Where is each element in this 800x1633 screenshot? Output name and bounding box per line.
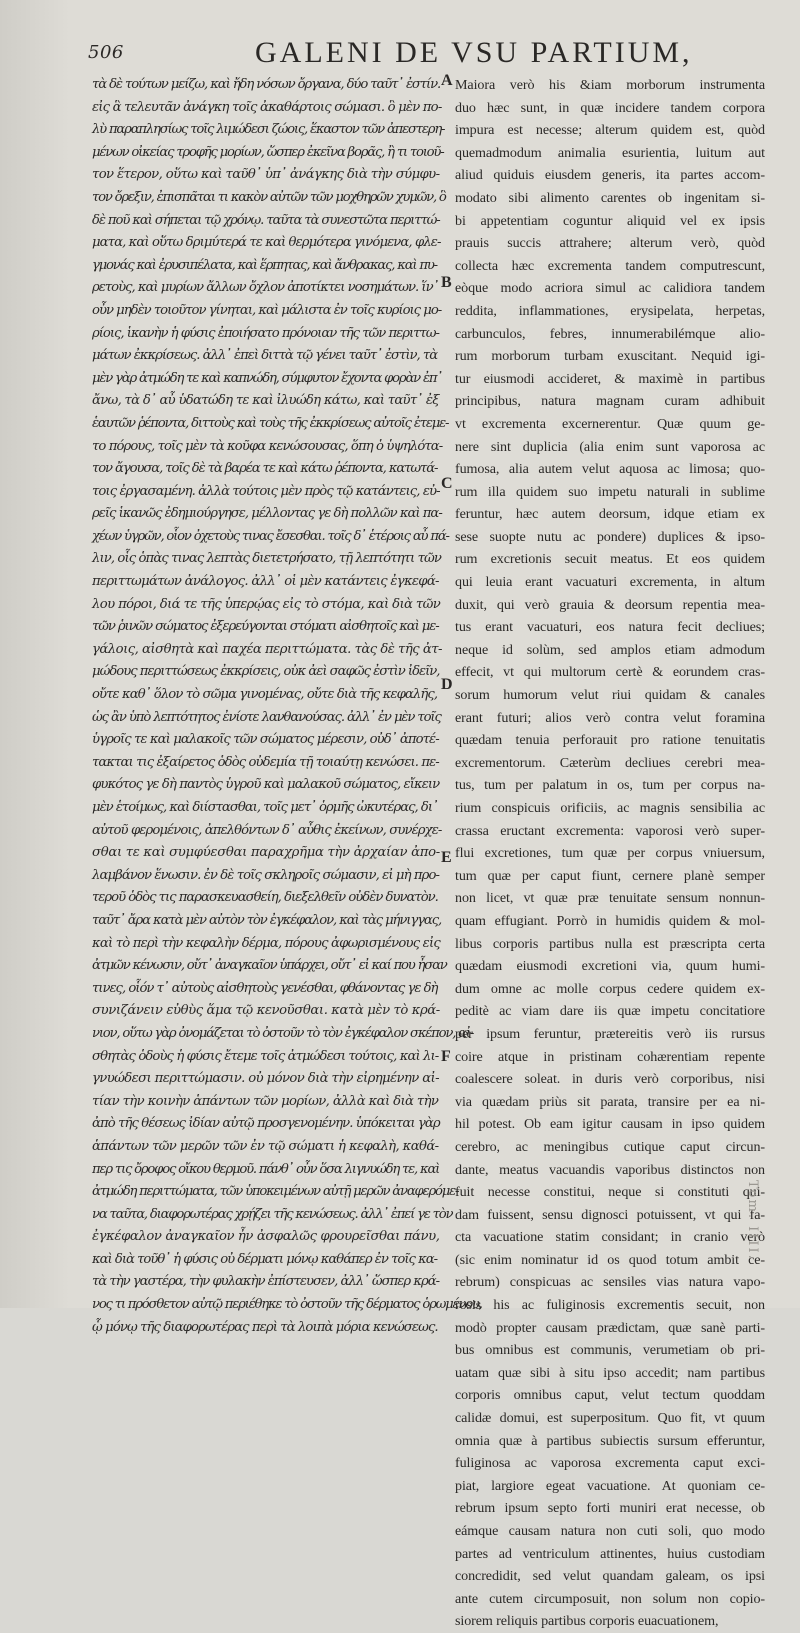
greek-text-line: ἀτμώδη περιττώματα, τῶν ὑποκειμένων αὐτῇ μερῶν ἀναφερόμε- — [92, 1184, 459, 1200]
spine-shadow — [0, 0, 70, 1308]
greek-text-line: μάτων ἐκκρίσεως. ἀλλ᾽ ἐπεὶ διττὰ τῷ γένει ταῦτ᾽ ἐστὶν, τὰ — [92, 348, 438, 364]
latin-text-line: tus, tum per palatum in os, tum per corpus na- — [455, 777, 765, 794]
latin-text-line: rebrum) conspicuas ac sensiles vias natura vapo- — [455, 1274, 765, 1291]
latin-text-line: fuit necesse constitui, neque si constituti qui- — [455, 1184, 765, 1201]
latin-text-line: bus omnibus est communis, verumetiam ob pri- — [455, 1342, 765, 1359]
greek-text-line: ἀπὸ τῆς θέσεως ἰδίαν αὐτῷ προσγενομένην. ὑπόκειται γὰρ — [92, 1116, 440, 1132]
latin-text-line: rosis his ac fuliginosis excrementis secuit, non — [455, 1297, 765, 1314]
greek-text-line: να ταῦτα, διαφορωτέρας χρῄζει τῆς κενώσεως. ἀλλ᾽ ἐπεί γε τὸν — [92, 1206, 453, 1222]
greek-text-line: τον ἄγουσα, τοῖς δὲ τὰ βαρέα τε καὶ κάτω ῥέποντα, κατωτά- — [92, 461, 438, 477]
latin-text-line: (sic enim nominatur id os quod totum ambit ce- — [455, 1251, 765, 1268]
latin-text-line: siorem reliquis partibus corporis euacuationem, — [455, 1613, 719, 1630]
greek-text-line: λου πόροι, διά τε τῆς ὑπερῴας εἰς τὸ στόμα, καὶ διὰ τῶν — [92, 596, 441, 612]
latin-text-line: impura est necesse; alterum quidem est, quòd — [455, 122, 765, 139]
latin-text-line: peditè ac viam dare iis quæ impetu concitatiore — [455, 1003, 765, 1020]
greek-text-line: ρεῖς ἱκανῶς ἐδημιούργησε, μέλλοντας γε δὴ πολλῶν καὶ πα- — [92, 506, 442, 522]
greek-text-line: οὖν μηδὲν τοιοῦτον γίνηται, καὶ μάλιστα ἐν τοῖς κυρίοις μο- — [92, 302, 442, 318]
latin-text-line: fuliginosa ac vaporosa excrementa caput exci- — [455, 1455, 765, 1472]
greek-text-line: γμονάς καὶ ἐρυσιπέλατα, καὶ ἕρπητας, καὶ ἄνθρακας, καὶ πυ- — [92, 257, 437, 273]
greek-text-line: ρετοὺς, καὶ μυρίων ἄλλων ὄχλον ἀποτίκτει νοσημάτων. ἵν᾽ — [92, 280, 439, 296]
greek-text-line: δὲ ποῦ καὶ σήπεται τῷ χρόνῳ. ταῦτα τὰ συνεστῶτα περιττώ- — [92, 212, 440, 228]
latin-text-line: neque id solùm, sed amplos etiam admodum — [455, 641, 765, 658]
greek-text-line: τίαν τὴν κοινὴν ἁπάντων τῶν μορίων, ἀλλὰ καὶ διὰ τὴν — [92, 1093, 439, 1109]
greek-text-column — [92, 74, 482, 1339]
latin-text-line: nere sint duplicia (alia enim sunt vaporosa ac — [455, 438, 765, 455]
page-number: 506 — [88, 42, 124, 63]
latin-text-line: quemadmodum animalia esurientia, luitum aut — [455, 144, 765, 161]
latin-text-line: excrementorum. Cæterùm decliues cerebri mea- — [455, 754, 765, 771]
greek-text-line: ἑαυτῶν ῥέποντα, διττοὺς καὶ τοὺς τῆς ἐκκρίσεως αὐτοῖς ἐτεμε- — [92, 415, 449, 431]
latin-text-line: non licet, vt quæ præ tenuitate sensum nonnun- — [455, 890, 765, 907]
latin-text-line: rum excretionis secuit meatus. Et eos quidem — [455, 551, 765, 568]
latin-text-line: quædam tenuia perforauit pro ratione tenuitatis — [455, 732, 765, 749]
latin-text-line: duo hæc sunt, in quæ incidere tandem corpora — [455, 99, 765, 116]
greek-text-line: φυκότος γε δὴ παντὸς ὑγροῦ καὶ μαλακοῦ σώματος, εἴκειν — [92, 777, 440, 793]
greek-text-line: τὰ τὴν γαστέρα, τὴν φυλακὴν ἐπίστευσεν, ἀλλ᾽ ὥσπερ κρά- — [92, 1274, 440, 1290]
latin-text-line: per ipsum feruntur, prætereitis verò iis rursus — [455, 1025, 765, 1042]
greek-text-line: ἀτμῶν κένωσιν, οὔτ᾽ ἀναγκαῖον ὑπάρχει, οὔτ᾽ εἰ καί που ἦσαν — [92, 958, 447, 974]
latin-text-line: uatam quæ sibi à situ ipso accedit; nam partibus — [455, 1364, 765, 1381]
margin-marker-e: E — [441, 849, 452, 866]
greek-text-line: μὲν ἑτοίμως, καὶ διίστασθαι, τοῖς μετ᾽ ὁρμῆς ὠκυτέρας, δι᾽ — [92, 800, 438, 815]
greek-text-line: περιττωμάτων ἀνάλογος. ἀλλ᾽ οἱ μὲν κατάντεις ἐγκεφά- — [92, 574, 439, 590]
margin-marker-c: C — [441, 475, 453, 492]
latin-text-line: coalescere soleat. in duris verò corporibus, nisi — [455, 1071, 765, 1088]
latin-text-line: vt excrementa excernerentur. Quæ quum ge- — [455, 415, 765, 432]
latin-text-line: rium conspicuis orificiis, ac magnis sensibilia ac — [455, 800, 765, 816]
latin-text-line: sese suopte nutu ac pondere) duplices & ipso- — [455, 528, 765, 545]
latin-text-line: flui excretiones, tum quæ per corpus vniuersum, — [455, 845, 765, 862]
greek-text-line: ὑγροῖς τε καὶ μαλακοῖς τῶν σώματος μέρεσιν, οὐδ᾽ ἀποτέ- — [92, 732, 439, 748]
latin-text-line: via quædam priùs sit parata, transire per ea ni- — [455, 1093, 765, 1110]
latin-text-line: aliud quiduis eiusdem generis, ita partes accom- — [455, 167, 765, 184]
greek-text-line: λιν, οἷς ὁπὰς τινας λεπτὰς διετετρήσατο, τῇ λεπτότητι τῶν — [92, 551, 441, 567]
latin-text-line: piat, largiore egeat vacuatione. At quoniam ce- — [455, 1477, 765, 1494]
greek-text-line: γάλοις, αἰσθητὰ καὶ παχέα περιττώματα. τὰς δὲ τῆς ἀτ- — [92, 641, 442, 657]
latin-text-line: calidæ domui, est superpositum. Quo fit, vt quum — [455, 1410, 765, 1427]
latin-text-line: dum omne ac molle corpus cedere quidem ex- — [455, 980, 765, 997]
margin-marker-d: D — [441, 676, 453, 693]
greek-text-line: σθαι τε καὶ συμφύεσθαι παραχρῆμα τὴν ἀρχαίαν ἀπο- — [92, 845, 440, 861]
latin-text-line: eòque modo acriora simul ac calidiora tandem — [455, 280, 765, 297]
latin-text-line: bi appetentiam coguntur aliquid vel ex ipsis — [455, 212, 765, 229]
latin-text-line: corporis omnibus caput, velut tectum quoddam — [455, 1387, 765, 1404]
greek-text-line: τινες, οἷόν τ᾽ αὐτοὺς αἰσθητοὺς γενέσθαι, φθάνοντας γε δὴ — [92, 980, 438, 996]
latin-text-line: modato sibi alimento carentes ob ingenitam si- — [455, 189, 765, 206]
latin-text-line: collecta hæc excrementa tandem computrescunt, — [455, 257, 765, 274]
latin-text-line: quædam eiusmodi excretioni via, quum humi- — [455, 958, 765, 975]
greek-text-line: λὺ παραπλησίως τοῖς λιμώδεσι ζώοις, ἕκαστον τῶν ἀπεστερη- — [92, 122, 445, 138]
greek-text-line: καὶ διὰ τοῦθ᾽ ἡ φύσις οὐ δέρματι μόνῳ καθάπερ ἐν τοῖς κα- — [92, 1251, 438, 1267]
greek-text-line: χέων ὑγρῶν, οἷον ὀχετοὺς τινας ἔσεσθαι. τοῖς δ᾽ ἑτέροις αὖ πά- — [92, 528, 449, 544]
latin-text-line: rum morborum turbam exuscitant. Nequid igi- — [455, 348, 765, 365]
greek-text-line: οὔτε καθ᾽ ὅλον τὸ σῶμα γινομένας, οὔτε διὰ τῆς κεφαλῆς, — [92, 687, 438, 703]
running-title: GALENI DE VSU PARTIUM, — [255, 36, 693, 69]
latin-text-line: cerebro, ac meningibus cutique caput circun- — [455, 1138, 765, 1155]
latin-text-line: crassa eructant excrementa: vaporosi verò super- — [455, 822, 765, 839]
greek-text-line: εἰς ἃ τελευτᾶν ἀνάγκη τοῖς ἀκαθάρτοις σώμασι. ὃ μὲν πο- — [92, 99, 442, 115]
latin-text-line: eámque causam natura non cuti soli, quo modo — [455, 1523, 765, 1539]
greek-text-line: τον ὄρεξιν, ἐπισπᾶται τι κακὸν αὐτῶν τῶν μοχθηρῶν χυμῶν, ὃ — [92, 189, 446, 205]
latin-text-line: ante cutem circumposuit, non solum non copio- — [455, 1590, 765, 1607]
latin-text-line: duxit, qui verò grauia & deorsum repentia mea- — [455, 596, 765, 613]
greek-text-line: καὶ τὸ περὶ τὴν κεφαλὴν δέρμα, πόρους ἀφωρισμένους εἰς — [92, 935, 440, 951]
greek-text-line: νιον, οὕτω γὰρ ὀνομάζεται τὸ ὀστοῦν τὸ τὸν ἐγκέφαλον σκέπον, αἰ- — [92, 1025, 474, 1041]
latin-text-line: carbunculos, febres, innumerabilémque alio- — [455, 325, 765, 342]
latin-text-line: feruntur, hæc autem deorsum, idque etiam ex — [455, 506, 765, 523]
latin-text-line: rum illa quidem suo impetu naturali in sublime — [455, 483, 765, 500]
latin-text-line: qui leuia erant vacuaturi excrementa, in altum — [455, 574, 765, 591]
latin-text-line: prauis succis attrahere; alterum verò, quòd — [455, 235, 765, 252]
latin-text-line: hil potest. Ob eam igitur causam in ipso quidem — [455, 1116, 765, 1133]
latin-text-line: dante, meatus vacuandis vaporibus distinctos non — [455, 1161, 765, 1178]
greek-text-line: ταῦτ᾽ ἄρα κατὰ μὲν αὐτὸν τὸν ἐγκέφαλον, καὶ τὰς μήνιγγας, — [92, 912, 442, 928]
show-through-text: Tom. IIII. — [745, 1180, 760, 1261]
latin-text-line: quam effugiant. Porrò in humidis quidem & mol- — [455, 912, 765, 929]
greek-text-line: σθητὰς ὁδοὺς ἡ φύσις ἔτεμε τοῖς ἀτμώδεσι τούτοις, καὶ λι- — [92, 1048, 439, 1064]
greek-text-line: τοις ἐργασαμένη. ἀλλὰ τούτοις μὲν πρὸς τῷ κατάντεις, εὐ- — [92, 483, 440, 499]
greek-text-line: τακται τις ἐξαίρετος ὁδὸς οὐδεμία τῇ τοιαύτῃ κενώσει. πε- — [92, 754, 439, 770]
greek-text-line: ὡς ἂν ὑπὸ λεπτότητος ἐνίοτε λανθανούσας. ἀλλ᾽ ἐν μὲν τοῖς — [92, 709, 441, 725]
greek-text-line: μώδους περιττώσεως ἐκκρίσεις, οὐκ ἀεὶ σαφῶς ἐστὶν ἰδεῖν, — [92, 664, 440, 680]
greek-text-line: ματα, καὶ οὕτω δριμύτερά τε καὶ θερμότερα γινόμενα, φλε- — [92, 235, 441, 251]
greek-text-line: ἄνω, τὰ δ᾽ αὖ ὑδατώδη τε καὶ ἰλυώδη κάτω, καὶ ταῦτ᾽ ἐξ — [92, 393, 439, 409]
latin-text-line: coire atque in pristinam cohærentiam repente — [455, 1048, 765, 1065]
greek-text-line: ᾧ μόνῳ τῆς διαφορωτέρας περὶ τὰ λοιπὰ μόρια κενώσεως. — [92, 1319, 438, 1335]
greek-text-line: ἐγκέφαλον ἀναγκαῖον ἦν ἀσφαλῶς φρουρεῖσθαι πάνυ, — [92, 1229, 440, 1245]
greek-text-line: το πόρους, τοῖς μὲν τὰ κοῦφα κενώσουσας, ὅπη ὁ ὑψηλότα- — [92, 438, 443, 454]
greek-text-line: αὐτοῦ φερομένοις, ἀπελθόντων δ᾽ αὖθις ἐκείνων, συνέρχε- — [92, 822, 442, 838]
latin-text-line: reddita, inflammationes, erysipelata, herpetas, — [455, 302, 765, 319]
latin-text-line: modò propter causam prædictam, quæ sanè parti- — [455, 1319, 765, 1336]
latin-text-column — [455, 74, 765, 1633]
margin-marker-a: A — [441, 72, 453, 89]
greek-text-line: τὰ δὲ τούτων μείζω, καὶ ἤδη νόσων ὄργανα, δύο ταῦτ᾽ ἐστίν. — [92, 77, 441, 92]
greek-text-line: ρίοις, ἱκανὴν ἡ φύσις ἐποιήσατο πρόνοιαν τῆς τῶν περιττω- — [92, 325, 439, 341]
greek-text-line: λαμβάνον ἕνωσιν. ἐν δὲ τοῖς σκληροῖς σώμασιν, εἰ μὴ προ- — [92, 867, 440, 883]
margin-marker-b: B — [441, 274, 452, 291]
page-header — [0, 22, 800, 72]
greek-text-line: μένων οἰκείας τροφῆς μορίων, ὥσπερ ἐκεῖνα βορᾶς, ἢ τι τοιοῦ- — [92, 144, 444, 160]
greek-text-line: τεροῦ ὁδὸς τις παρασκευασθείη, διεξελθεῖν οὐδὲν δυνατὸν. — [92, 890, 438, 906]
greek-text-line: περ τις ὄροφος οἴκου θερμοῦ. πάνθ᾽ οὖν ὅσα λιγνυώδη τε, καὶ — [92, 1161, 440, 1177]
latin-text-line: tum quæ per caput fiunt, cernere planè semper — [455, 867, 765, 884]
margin-marker-f: F — [441, 1048, 451, 1065]
latin-text-line: fumosa, alia autem velut aquosa ac limosa; quo- — [455, 461, 765, 478]
latin-text-line: principibus, natura magnam curam adhibuit — [455, 393, 765, 410]
greek-text-line: συνιζάνειν εὐθὺς ἅμα τῷ κενοῦσθαι. κατὰ μὲν τὸ κρά- — [92, 1003, 440, 1019]
latin-text-line: omnia quæ à partibus subiectis sursum efferuntur, — [455, 1432, 765, 1449]
latin-text-line: rebrum ipsum septo forti muniri erat necesse, ob — [455, 1500, 765, 1517]
greek-text-line: τῶν ῥινῶν σώματος ἐξερεύγονται στόματι αἰσθητοῖς καὶ με- — [92, 619, 439, 635]
greek-text-line: ἁπάντων τῶν μερῶν τῶν ἐν τῷ σώματι ἡ κεφαλὴ, καθά- — [92, 1138, 439, 1154]
latin-text-line: tus erant vacuaturi, eos natura fecit decliues; — [455, 619, 765, 636]
greek-text-line: μὲν γὰρ ἀτμώδη τε καὶ καπνώδη, σύμφυτον ἔχοντα φορὰν ἐπ᾽ — [92, 370, 442, 386]
latin-text-line: concredidit, sed velut quandam galeam, os ipsi — [455, 1568, 765, 1585]
latin-text-line: cta vacuatione statim considant; in cranio verò — [455, 1229, 765, 1246]
latin-text-line: tur eiusmodi accideret, & maximè in partibus — [455, 370, 765, 387]
latin-text-line: effecit, vt qui multorum certè & eorundem cras- — [455, 664, 765, 681]
latin-text-line: sorum humorum velut riui quidam & canales — [455, 687, 765, 704]
greek-text-line: νος τι πρόσθετον αὐτῷ περιέθηκε τὸ ὀστοῦν τῆς δέρματος ὁρωμένου, — [92, 1297, 482, 1313]
latin-text-line: partes ad ventriculum attinentes, huius custodiam — [455, 1545, 765, 1562]
latin-text-line: libus corporis partibus nulla est præscripta certa — [455, 935, 765, 952]
latin-text-line: dam fuissent, sensu dignosci potuissent, vt qui fa- — [455, 1206, 765, 1223]
greek-text-line: γνυώδεσι περιττώμασιν. οὐ μόνον διὰ τὴν εἰρημένην αἰ- — [92, 1071, 439, 1087]
greek-text-line: τον ἕτερον, οὕτω καὶ ταῦθ᾽ ὑπ᾽ ἀνάγκης διὰ τὴν σύμφυ- — [92, 167, 440, 183]
latin-text-line: Maiora verò his &iam morborum instrumenta — [455, 77, 765, 93]
latin-text-line: erant futuri; alios verò contra velut foramina — [455, 709, 765, 726]
